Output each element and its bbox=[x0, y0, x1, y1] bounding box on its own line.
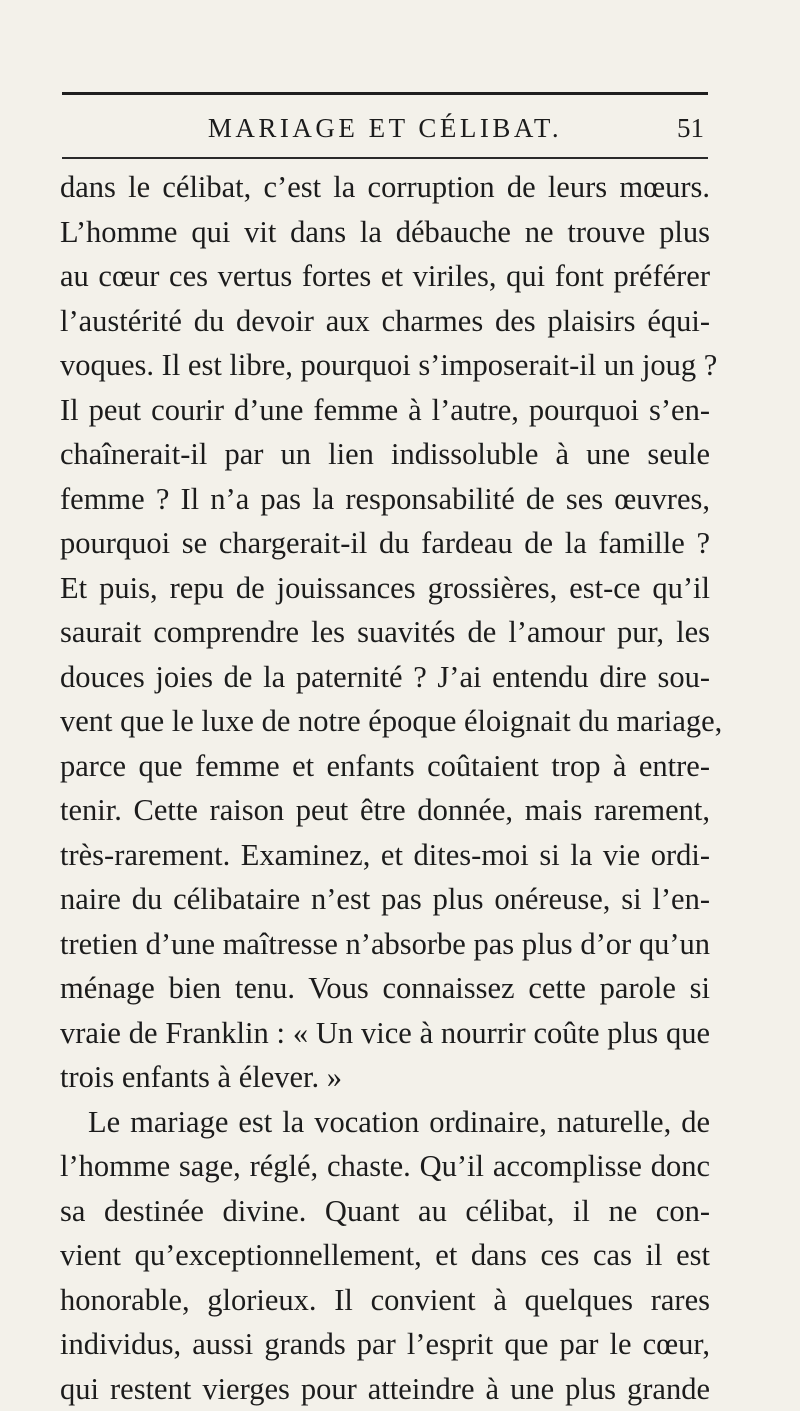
text-line: chaînerait-il par un lien indissoluble à une seule bbox=[60, 432, 710, 477]
text-line: l’austérité du devoir aux charmes des plaisirs équi- bbox=[60, 299, 710, 344]
running-head bbox=[62, 108, 708, 148]
text-line: tenir. Cette raison peut être donnée, mais rarement, bbox=[60, 788, 710, 833]
text-line: saurait comprendre les suavités de l’amour pur, les bbox=[60, 610, 710, 655]
text-line: très-rarement. Examinez, et dites-moi si la vie ordi- bbox=[60, 833, 710, 878]
running-title: MARIAGE ET CÉLIBAT. bbox=[62, 108, 708, 148]
text-line-paragraph-start: Le mariage est la vocation ordinaire, naturelle, de bbox=[60, 1100, 710, 1145]
text-line: douces joies de la paternité ? J’ai entendu dire sou- bbox=[60, 655, 710, 700]
text-line: dans le célibat, c’est la corruption de leurs mœurs. bbox=[60, 165, 710, 210]
header-top-rule bbox=[62, 92, 708, 95]
text-line: vraie de Franklin : « Un vice à nourrir coûte plus que bbox=[60, 1011, 710, 1056]
text-line: voques. Il est libre, pourquoi s’imposerait-il un joug ? bbox=[60, 343, 710, 388]
header-bottom-rule bbox=[62, 157, 708, 159]
text-line: qui restent vierges pour atteindre à une plus grande bbox=[60, 1367, 710, 1411]
text-line: pourquoi se chargerait-il du fardeau de la famille ? bbox=[60, 521, 710, 566]
text-line: l’homme sage, réglé, chaste. Qu’il accomplisse donc bbox=[60, 1144, 710, 1189]
text-line-paragraph-end: trois enfants à élever. » bbox=[60, 1055, 710, 1100]
text-line: Et puis, repu de jouissances grossières, est-ce qu’il bbox=[60, 566, 710, 611]
text-line: L’homme qui vit dans la débauche ne trouve plus bbox=[60, 210, 710, 255]
text-line: individus, aussi grands par l’esprit que par le cœur, bbox=[60, 1322, 710, 1367]
text-line: vent que le luxe de notre époque éloignait du mariage, bbox=[60, 699, 710, 744]
body-text bbox=[60, 165, 710, 1411]
text-line: naire du célibataire n’est pas plus onéreuse, si l’en- bbox=[60, 877, 710, 922]
text-line: sa destinée divine. Quant au célibat, il ne con- bbox=[60, 1189, 710, 1234]
text-line: ménage bien tenu. Vous connaissez cette parole si bbox=[60, 966, 710, 1011]
text-line: vient qu’exceptionnellement, et dans ces cas il est bbox=[60, 1233, 710, 1278]
text-line: parce que femme et enfants coûtaient trop à entre- bbox=[60, 744, 710, 789]
text-line: femme ? Il n’a pas la responsabilité de ses œuvres, bbox=[60, 477, 710, 522]
text-line: au cœur ces vertus fortes et viriles, qui font préférer bbox=[60, 254, 710, 299]
text-line: tretien d’une maîtresse n’absorbe pas plus d’or qu’un bbox=[60, 922, 710, 967]
text-line: Il peut courir d’une femme à l’autre, pourquoi s’en- bbox=[60, 388, 710, 433]
page-number: 51 bbox=[677, 108, 704, 148]
text-line: honorable, glorieux. Il convient à quelques rares bbox=[60, 1278, 710, 1323]
